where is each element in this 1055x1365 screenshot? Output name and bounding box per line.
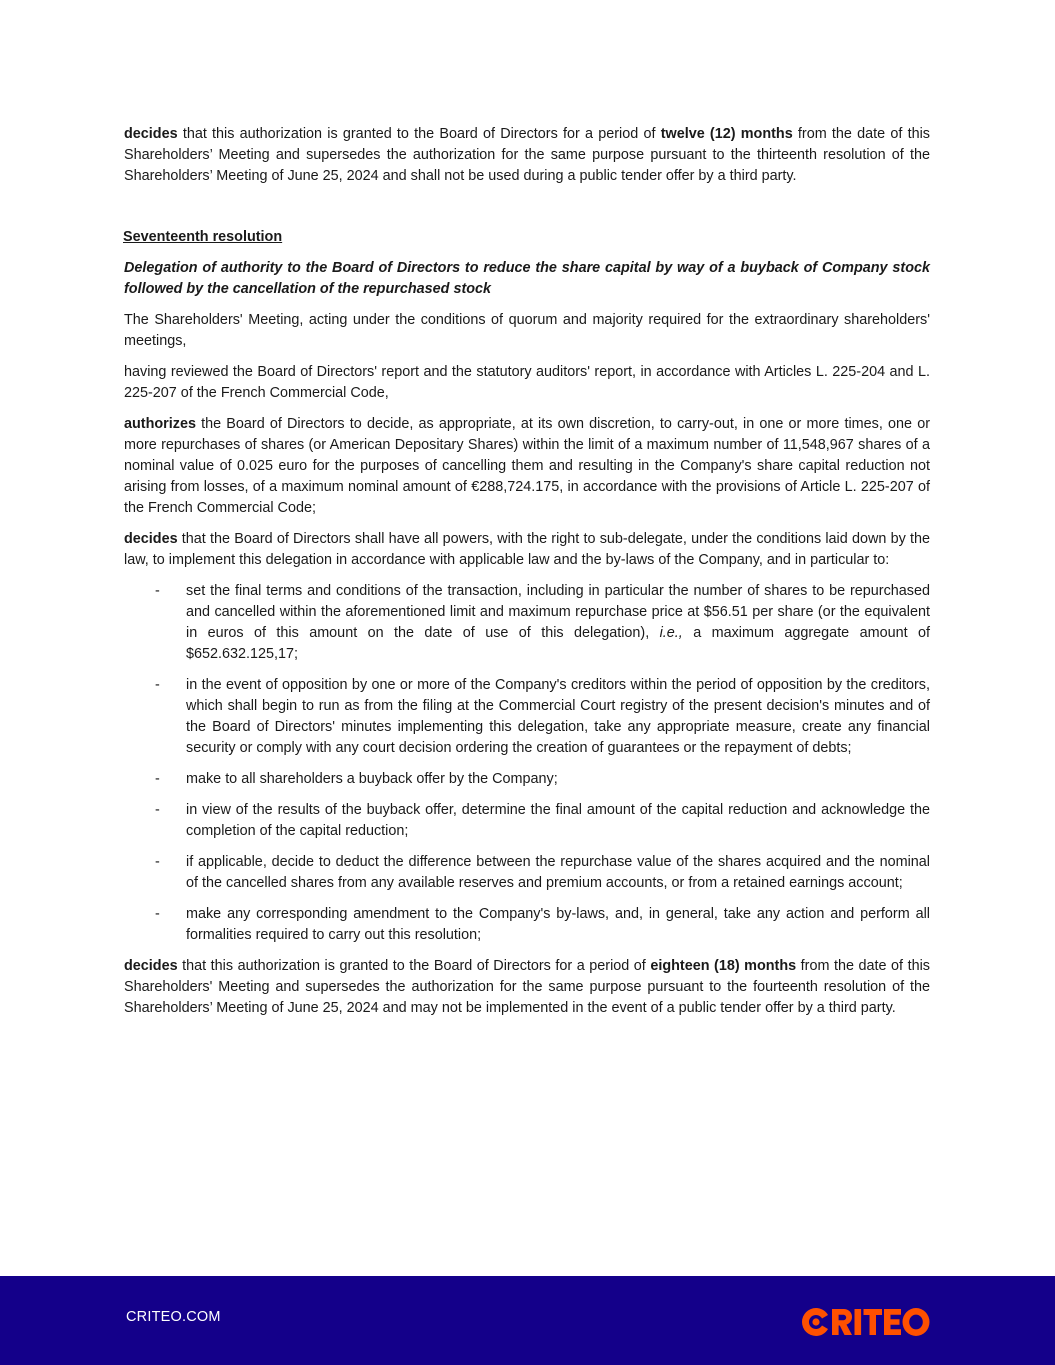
logo-letter-o [903,1308,930,1336]
logo-dot [812,1318,819,1325]
resolution-subtitle: Delegation of authority to the Board of Directors to reduce the share capital by way of a buyback of Company stock followed by the cancellation of the repurchased stock [124,260,930,297]
bullet-dash: - [155,906,160,922]
list-item: - in the event of opposition by one or more of the Company's creditors within the period of opposition by the creditors, which shall begin to run as from the filing at the Commercial Court registry of the present decision's minutes and of the Board of Directors' minutes implementing this delegation, take any appropriate measure, create any financial security or comply with any court decision ordering the creation of guarantees or the repayment of debts; [155,677,930,756]
criteo-logo [802,1307,930,1337]
list-item: - if applicable, decide to deduct the difference between the repurchase value of the shares acquired and the nominal of the cancelled shares from any available reserves and premium accounts, or from a retained earnings account; [155,854,930,891]
list-item: - make any corresponding amendment to the Company's by-laws, and, in general, take any action and perform all formalities required to carry out this resolution; [155,906,930,943]
resolution-heading: Seventeenth resolution [123,229,283,245]
logo-letter-t [864,1309,883,1335]
list-item: - set the final terms and conditions of the transaction, including in particular the number of shares to be repurchased and cancelled within the aforementioned limit and maximum repurchase price at $56.51 per share (or the equivalent in euros of this amount on the date of use of this delegation), i.e., a maximum aggregate amount of $652.632.125,17; [155,583,930,662]
page-footer [0,1276,1055,1365]
bullet-dash: - [155,802,160,818]
logo-letter-e [884,1309,901,1335]
logo-letter-r [832,1309,852,1335]
intro-paragraph: decides that this authorization is granted to the Board of Directors for a period of twelve (12) months from the date of this Shareholders’ Meeting and supersedes the authorization for the same purpose pursuant to the thirteenth resolution of the Shareholders’ Meeting of June 25, 2024 and shall not be used during a public tender offer by a third party. [124,126,930,184]
logo-letter-i [855,1309,862,1335]
document-body [124,124,930,1029]
reviewed-paragraph: having reviewed the Board of Directors' report and the statutory auditors' report, in accordance with Articles L. 225-204 and L. 225-207 of the French Commercial Code, [124,364,930,401]
list-item: - make to all shareholders a buyback offer by the Company; [124,769,930,790]
bullet-dash: - [155,854,160,870]
meeting-paragraph: The Shareholders' Meeting, acting under the conditions of quorum and majority required for the extraordinary shareholders' meetings, [124,312,930,349]
final-decides-paragraph: decides that this authorization is granted to the Board of Directors for a period of eighteen (18) months from the date of this Shareholders' Meeting and supersedes the authorization for the same purpose pursuant to the fourteenth resolution of the Shareholders’ Meeting of June 25, 2024 and may not be implemented in the event of a public tender offer by a third party. [124,958,930,1016]
bullet-dash: - [155,771,160,787]
decides-paragraph: decides that the Board of Directors shall have all powers, with the right to sub-delegate, under the conditions laid down by the law, to implement this delegation in accordance with applicable law and the by-laws of the Company, and in particular to: [124,531,930,568]
criteo-website-link[interactable]: CRITEO.COM [126,1309,221,1325]
list-item: - in view of the results of the buyback offer, determine the final amount of the capital reduction and acknowledge the completion of the capital reduction; [155,802,930,839]
bullet-dash: - [155,677,160,693]
authorizes-paragraph: authorizes the Board of Directors to decide, as appropriate, at its own discretion, to carry-out, in one or more times, one or more repurchases of shares (or American Depositary Shares) within the limit of a maximum number of 11,548,967 shares of a nominal value of 0.025 euro for the purposes of cancelling them and resulting in the Company's share capital reduction not arising from losses, of a maximum nominal amount of €288,724.175, in accordance with the provisions of Article L. 225-207 of the French Commercial Code; [124,416,930,516]
bullet-dash: - [155,583,160,599]
powers-list [124,581,930,946]
